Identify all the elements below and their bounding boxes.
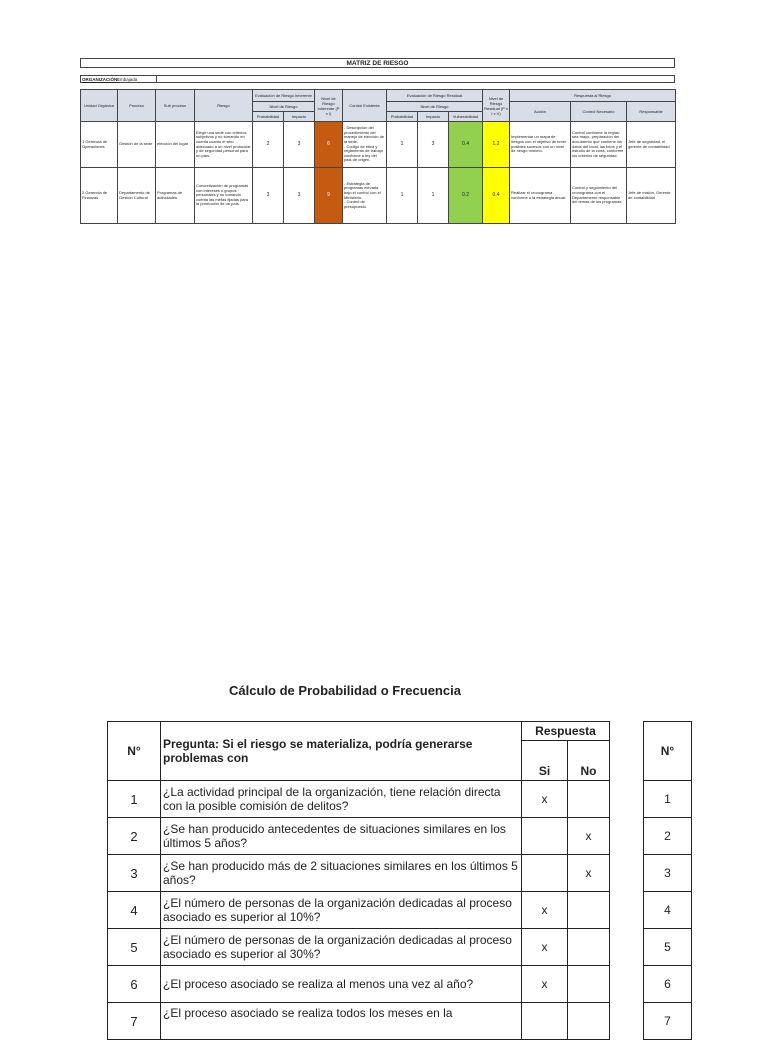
question-text: ¿El proceso asociado se realiza al menos una vez al año? — [161, 966, 522, 1003]
row-impacto-residual: 3 — [418, 122, 449, 168]
row-probabilidad-residual: 1 — [387, 122, 418, 168]
risk-matrix-table — [80, 89, 676, 224]
header-control: Control Existente — [343, 90, 387, 122]
answer-si — [522, 1003, 568, 1040]
header-control-necesario: Control Necesario — [571, 102, 627, 122]
answer-si: x — [522, 966, 568, 1003]
row-unidad — [81, 122, 118, 168]
matrix-title: MATRIZ DE RIESGO — [80, 58, 675, 68]
question-number: 4 — [108, 892, 161, 929]
table-row — [108, 781, 610, 818]
row-subproceso: Programas de actividades — [156, 168, 195, 224]
header-subproceso: Sub proceso — [156, 90, 195, 122]
table-row — [108, 892, 610, 929]
question-number: 5 — [108, 929, 161, 966]
header-nivel-residual: Nivel de Riesgo Residual (P x I x V) — [483, 90, 510, 122]
row-responsable: Jefe de misión, Gerente de contabilidad — [627, 168, 676, 224]
header-answer: Respuesta — [522, 722, 610, 741]
question-text: ¿El proceso asociado se realiza todos los meses en la — [161, 1003, 522, 1040]
probability-table — [107, 721, 610, 1040]
row-unidad-text: Gerencia de Finanzas — [82, 189, 108, 200]
row-number: 2 — [82, 189, 85, 195]
row-accion: Realizar el cronograma conforme a la estrategia anual. — [510, 168, 571, 224]
row-riesgo: Elegir una sede con criterios subjetivos y no tomando en cuenta cuanto el sitio adecuado a un nivel protocolar y de seguridad personal para un país. — [195, 122, 253, 168]
header-accion: Acción — [510, 102, 571, 122]
answer-si — [522, 855, 568, 892]
question-text: ¿El número de personas de la organización dedicadas al proceso asociado es superior al 10%? — [161, 892, 522, 929]
side-number: 6 — [644, 966, 692, 1003]
row-nivel-inherente: 6 — [315, 122, 343, 168]
row-number: 1 — [82, 138, 85, 144]
question-number: 2 — [108, 818, 161, 855]
row-control-necesario: Control y seguimiento del cronograma con el Departamento responsable del temas de los programas. — [571, 168, 627, 224]
row-proceso: Departamento de Gestión Cultural — [118, 168, 156, 224]
table-row — [108, 818, 610, 855]
answer-no: x — [568, 818, 610, 855]
question-number: 1 — [108, 781, 161, 818]
question-text: ¿Se han producido más de 2 situaciones similares en los últimos 5 años? — [161, 855, 522, 892]
answer-no — [568, 781, 610, 818]
side-number: 2 — [644, 818, 692, 855]
header-vulnerabilidad: Vulnerabilidad — [449, 112, 483, 122]
row-vulnerabilidad: 0.2 — [449, 168, 483, 224]
answer-si: x — [522, 892, 568, 929]
answer-no — [568, 966, 610, 1003]
header-riesgo: Riesgo — [195, 90, 253, 122]
table-row — [81, 168, 676, 224]
header-impacto: Impacto — [284, 112, 315, 122]
table-row — [81, 122, 676, 168]
header-respuesta: Respuesta al Riesgo — [510, 90, 676, 102]
table-row — [108, 929, 610, 966]
header-nivel-riesgo-residual: Nivel de Riesgo — [387, 102, 483, 112]
side-number: 1 — [644, 781, 692, 818]
row-control: - Descripción del procedimiento del manejo de elección de la sede. - Código de ética y reglamento de trabajo conforme a ley del país de origen. — [343, 122, 387, 168]
header-probabilidad-residual: Probabilidad — [387, 112, 418, 122]
header-no: No — [568, 741, 610, 781]
row-subproceso: elección del lugar — [156, 122, 195, 168]
header-proceso: Proceso — [118, 90, 156, 122]
question-number: 6 — [108, 966, 161, 1003]
header-eval-inherente: Evaluación de Riesgo Inherente — [253, 90, 315, 102]
row-impacto: 3 — [284, 168, 315, 224]
side-header-num: N° — [644, 722, 692, 781]
row-unidad — [81, 168, 118, 224]
row-control: - Estrategia de programas elevada bajo el control con el Ministerio. - Control de presupuesto. — [343, 168, 387, 224]
organization-row — [80, 75, 675, 83]
answer-no: x — [568, 855, 610, 892]
row-probabilidad-residual: 1 — [387, 168, 418, 224]
row-unidad-text: Gerencia de Operaciones — [82, 138, 108, 149]
table-row — [108, 855, 610, 892]
side-number: 5 — [644, 929, 692, 966]
row-responsable: Jefe de seguridad, el gerente de contabilidad — [627, 122, 676, 168]
answer-no — [568, 892, 610, 929]
table-row — [108, 966, 610, 1003]
header-responsable: Responsable — [627, 102, 676, 122]
question-text: ¿Se han producido antecedentes de situaciones similares en los últimos 5 años? — [161, 818, 522, 855]
side-number: 3 — [644, 855, 692, 892]
header-eval-residual: Evaluación de Riesgo Residual — [387, 90, 483, 102]
answer-no — [568, 1003, 610, 1040]
organization-value: Embajada — [117, 77, 138, 82]
question-text: ¿El número de personas de la organización dedicadas al proceso asociado es superior al 30%? — [161, 929, 522, 966]
answer-si: x — [522, 929, 568, 966]
header-si: Si — [522, 741, 568, 781]
row-nivel-residual: 0.4 — [483, 168, 510, 224]
organization-label: ORGANIZACIÓN: — [82, 77, 119, 82]
answer-no — [568, 929, 610, 966]
header-nivel-riesgo: Nivel de Riesgo — [253, 102, 315, 112]
row-impacto: 3 — [284, 122, 315, 168]
header-unidad: Unidad Orgánica — [81, 90, 118, 122]
answer-si: x — [522, 781, 568, 818]
side-number: 4 — [644, 892, 692, 929]
row-vulnerabilidad: 0.4 — [449, 122, 483, 168]
row-proceso: Gestión de la sede — [118, 122, 156, 168]
organization-divider — [156, 76, 157, 82]
row-impacto-residual: 1 — [418, 168, 449, 224]
answer-si — [522, 818, 568, 855]
row-probabilidad: 3 — [253, 168, 284, 224]
question-number: 3 — [108, 855, 161, 892]
row-nivel-inherente: 9 — [315, 168, 343, 224]
probability-title: Cálculo de Probabilidad o Frecuencia — [229, 683, 461, 698]
row-control-necesario: Control conforme la reglas: sea mayo, preparación del documento que contiene los datos del local, las fotos y el estudio de la zona, conforme los criterios de seguridad. — [571, 122, 627, 168]
header-impacto-residual: Impacto — [418, 112, 449, 122]
row-probabilidad: 2 — [253, 122, 284, 168]
row-riesgo: Concretización de programas con intereses o grupos personales y no tomando cuenta las metas fijadas para la promoción de un país. — [195, 168, 253, 224]
question-text: ¿La actividad principal de la organización, tiene relación directa con la posible comisión de delitos? — [161, 781, 522, 818]
side-number-table — [643, 721, 692, 1040]
side-number: 7 — [644, 1003, 692, 1040]
header-probabilidad: Probabilidad — [253, 112, 284, 122]
header-nivel-inherente: Nivel de Riesgo Inherente (P x I) — [315, 90, 343, 122]
question-number: 7 — [108, 1003, 161, 1040]
header-num: N° — [108, 722, 161, 781]
row-nivel-residual: 1.2 — [483, 122, 510, 168]
row-accion: Implementar un mapa de riesgos con el objetivo de tener posibles sucesos con un nivel de riesgo mínimo. — [510, 122, 571, 168]
table-row — [108, 1003, 610, 1040]
header-question: Pregunta: Si el riesgo se materializa, podría generarse problemas con — [161, 722, 522, 781]
